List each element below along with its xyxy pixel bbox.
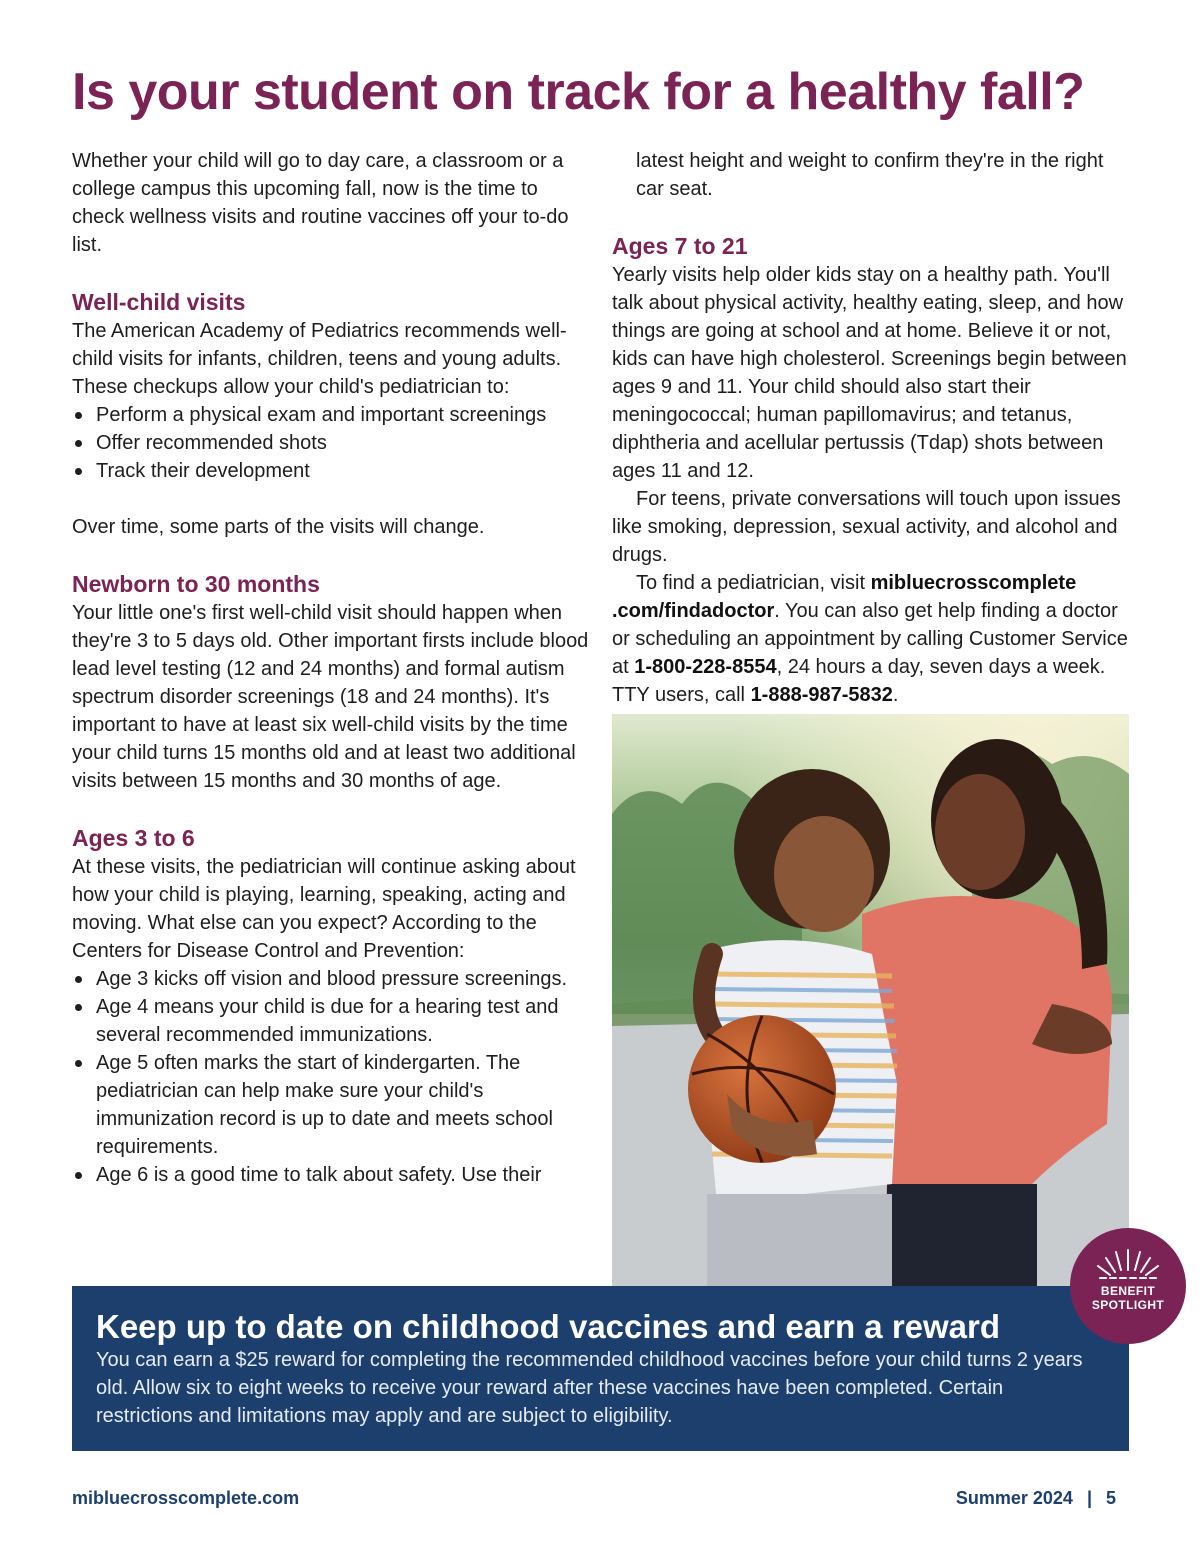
intro-paragraph: Whether your child will go to day care, a classroom or a college campus this upcoming fall, now is the time to check wellness visits and routine vaccines off your to-do list. [72, 150, 569, 256]
list-item: Age 6 is a good time to talk about safety. Use their [72, 1161, 592, 1189]
ages-3-6-list [72, 965, 592, 1189]
benefit-spotlight-badge [1070, 1228, 1186, 1344]
find-mid: . You can also get help finding a doctor or scheduling an appointment by calling Customer Service at [612, 600, 1128, 678]
footer-separator: | [1086, 1488, 1092, 1508]
left-column [72, 147, 592, 1189]
well-child-body: The American Academy of Pediatrics recommends well-child visits for infants, children, teens and young adults. These checkups allow your child's pediatrician to: [72, 320, 567, 398]
customer-service-phone[interactable]: 1-800-228-8554 [634, 656, 777, 678]
ages-7-21-heading: Ages 7 to 21 [612, 233, 748, 259]
newborn-body: Your little one's first well-child visit should happen when they're 3 to 5 days old. Other important firsts include blood lead level testing (12 and 24 months) and formal autism spectrum disorder screenings (18 and 24 months). It's important to have at least six well-child visits by the time your child turns 15 months old and at least two additional visits between 15 months and 30 months of age. [72, 602, 589, 792]
badge-line-1: BENEFIT [1100, 1284, 1156, 1298]
badge-line-2: SPOTLIGHT [1091, 1298, 1165, 1312]
find-end: . [892, 684, 899, 706]
footer-site: mibluecrosscomplete.com [72, 1488, 300, 1508]
find-pediatrician-paragraph [612, 569, 1132, 709]
newborn-heading: Newborn to 30 months [72, 571, 320, 597]
teens-paragraph: For teens, private conversations will touch upon issues like smoking, depression, sexual activity, and alcohol and drugs. [612, 488, 1121, 566]
ages-3-6-heading: Ages 3 to 6 [72, 825, 195, 851]
page-number: 5 [1105, 1488, 1116, 1508]
badge-label [1070, 1284, 1186, 1312]
find-mid2: , 24 hours a day, seven days a week. TTY users, call [612, 656, 1106, 706]
page-title: Is your student on track for a healthy fall? [72, 63, 1085, 121]
ages-3-6-continued: latest height and weight to confirm they're in the right car seat. [636, 150, 1104, 200]
list-item: Age 5 often marks the start of kindergarten. The pediatrician can help make sure your child's immunization record is up to date and meets school requirements. [72, 1049, 592, 1161]
find-prefix: To find a pediatrician, visit [636, 572, 866, 594]
find-doctor-link[interactable]: mibluecrosscomplete .com/findadoctor [612, 572, 1077, 622]
ages-3-6-body: At these visits, the pediatrician will continue asking about how your child is playing, learning, speaking, acting and moving. What else can you expect? According to the Centers for Disease Control and Prevention: [72, 856, 576, 962]
list-item: Age 3 kicks off vision and blood pressure screenings. [72, 965, 592, 993]
footer-issue [956, 1488, 1116, 1509]
reward-banner [72, 1286, 1129, 1451]
tty-phone[interactable]: 1-888-987-5832 [750, 684, 893, 706]
well-child-list [72, 401, 592, 485]
issue-label: Summer 2024 [955, 1488, 1073, 1508]
list-item: Perform a physical exam and important screenings [72, 401, 592, 429]
ages-7-21-body: Yearly visits help older kids stay on a healthy path. You'll talk about physical activity, healthy eating, sleep, and how things are going at school and at home. Believe it or not, kids can have high cholesterol. Screenings begin between ages 9 and 11. Your child should also start their meningococcal; human papillomavirus; and tetanus, diphtheria and acellular pertussis (Tdap) shots between ages 11 and 12. [612, 264, 1127, 482]
well-child-after: Over time, some parts of the visits will change. [72, 516, 485, 538]
right-column [612, 147, 1132, 709]
list-item: Track their development [72, 457, 592, 485]
banner-text: You can earn a $25 reward for completing the recommended childhood vaccines before your child turns 2 years old. Allow six to eight weeks to receive your reward after these vaccines have been completed. Certain restrictions and limitations may apply and are subject to eligibility. [96, 1349, 1083, 1427]
list-item: Offer recommended shots [72, 429, 592, 457]
list-item: Age 4 means your child is due for a hearing test and several recommended immunizations. [72, 993, 592, 1049]
kids-basketball-photo [612, 714, 1129, 1286]
banner-title: Keep up to date on childhood vaccines and earn a reward [96, 1308, 1001, 1345]
well-child-heading: Well-child visits [72, 289, 246, 315]
